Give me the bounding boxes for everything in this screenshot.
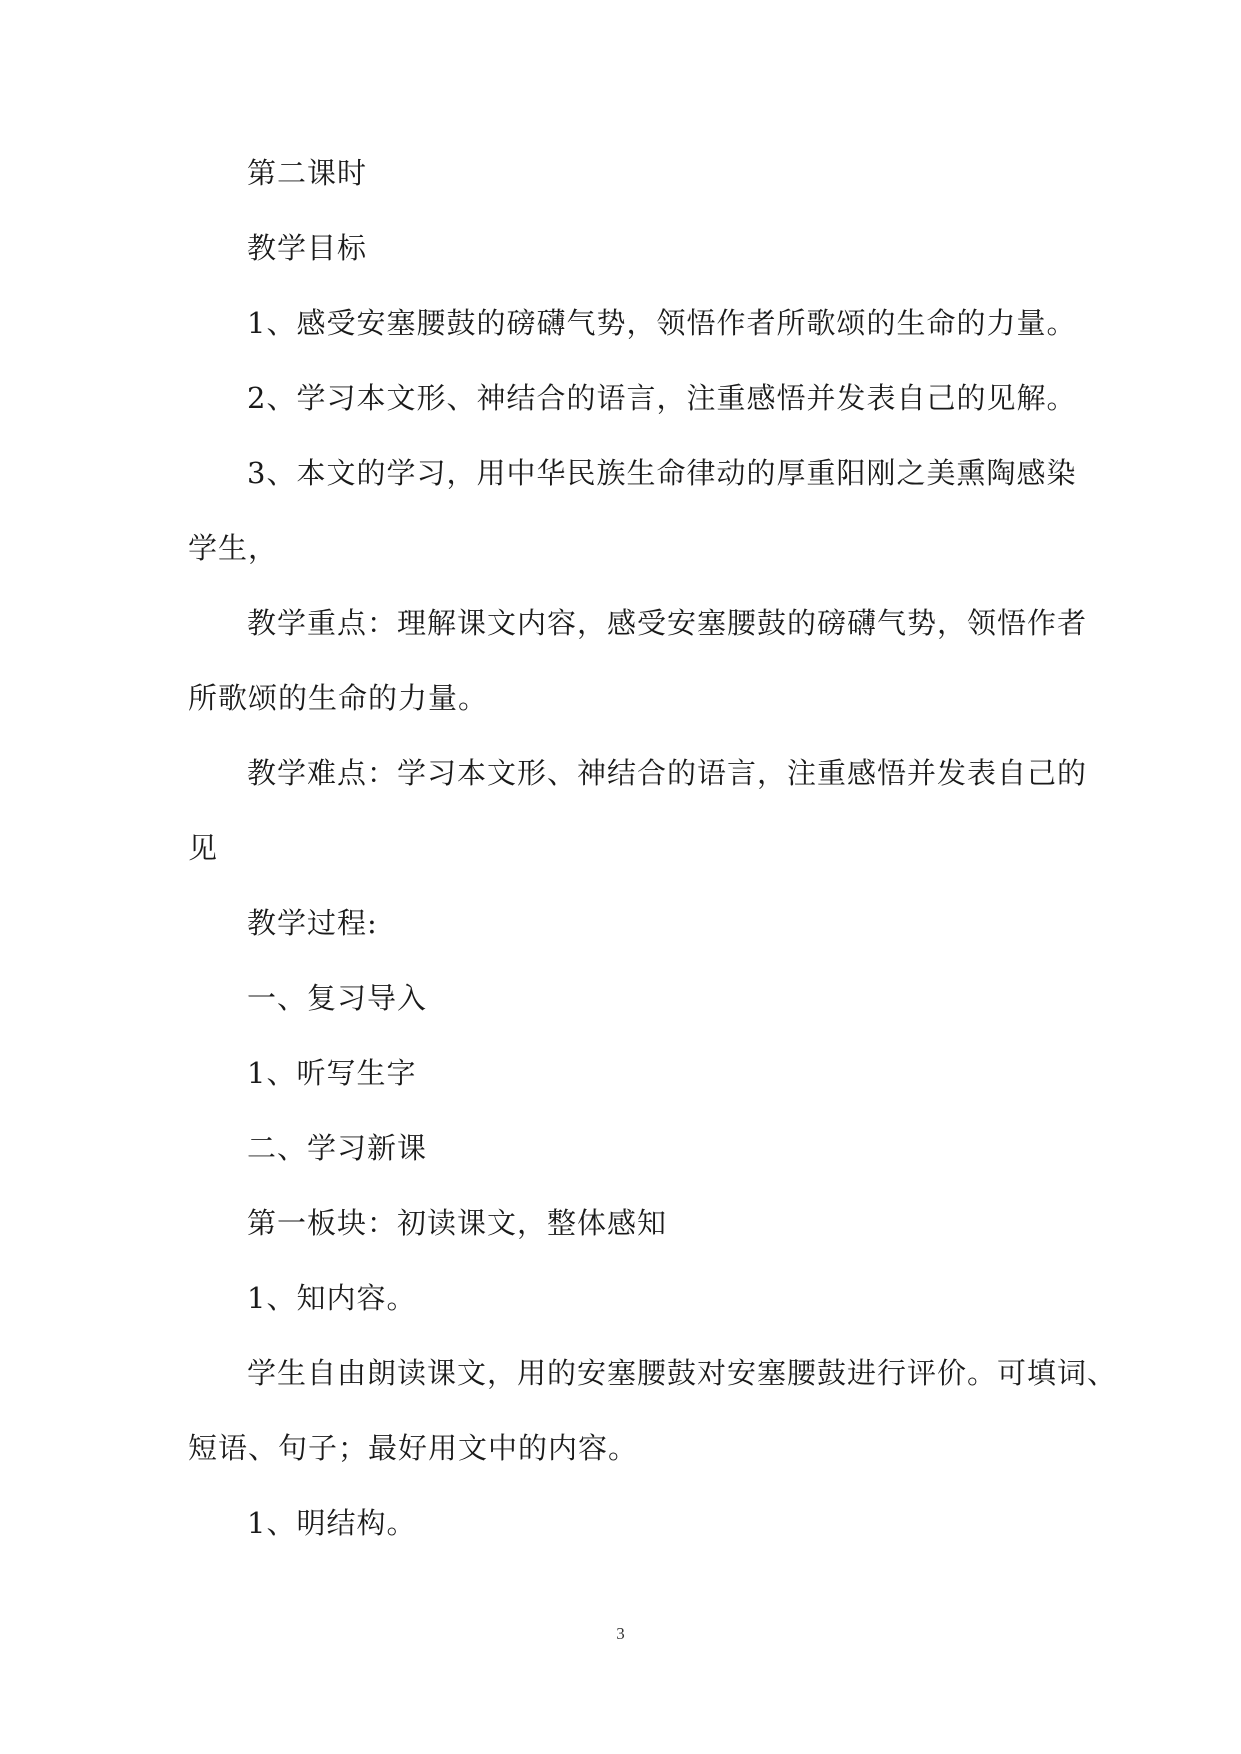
text-line: 教学难点：学习本文形、神结合的语言，注重感悟并发表自己的 [247,756,1088,790]
text-line: 2、学习本文形、神结合的语言，注重感悟并发表自己的见解。 [247,381,1077,415]
page-number: 3 [616,1624,625,1643]
text-line: 二、学习新课 [247,1131,428,1165]
text-line: 教学重点：理解课文内容，感受安塞腰鼓的磅礴气势，领悟作者 [247,606,1088,640]
text-line: 学生自由朗读课文，用的安塞腰鼓对安塞腰鼓进行评价。可填词、 [247,1356,1118,1390]
text-line: 1、感受安塞腰鼓的磅礴气势，领悟作者所歌颂的生命的力量。 [247,306,1077,340]
text-line: 第二课时 [247,156,368,190]
text-line: 第一板块：初读课文，整体感知 [247,1206,668,1240]
text-line: 1、明结构。 [247,1506,417,1540]
text-line: 教学目标 [247,231,368,265]
text-line: 1、听写生字 [247,1056,417,1090]
text-line: 1、知内容。 [247,1281,417,1315]
text-line: 学生， [188,531,279,565]
text-line: 3、本文的学习，用中华民族生命律动的厚重阳刚之美熏陶感染 [247,456,1077,490]
text-line: 所歌颂的生命的力量。 [188,681,489,715]
text-line: 一、复习导入 [247,981,428,1015]
text-line: 短语、句子；最好用文中的内容。 [188,1431,639,1465]
text-line: 教学过程: [247,906,378,940]
text-line: 见 [188,831,219,865]
